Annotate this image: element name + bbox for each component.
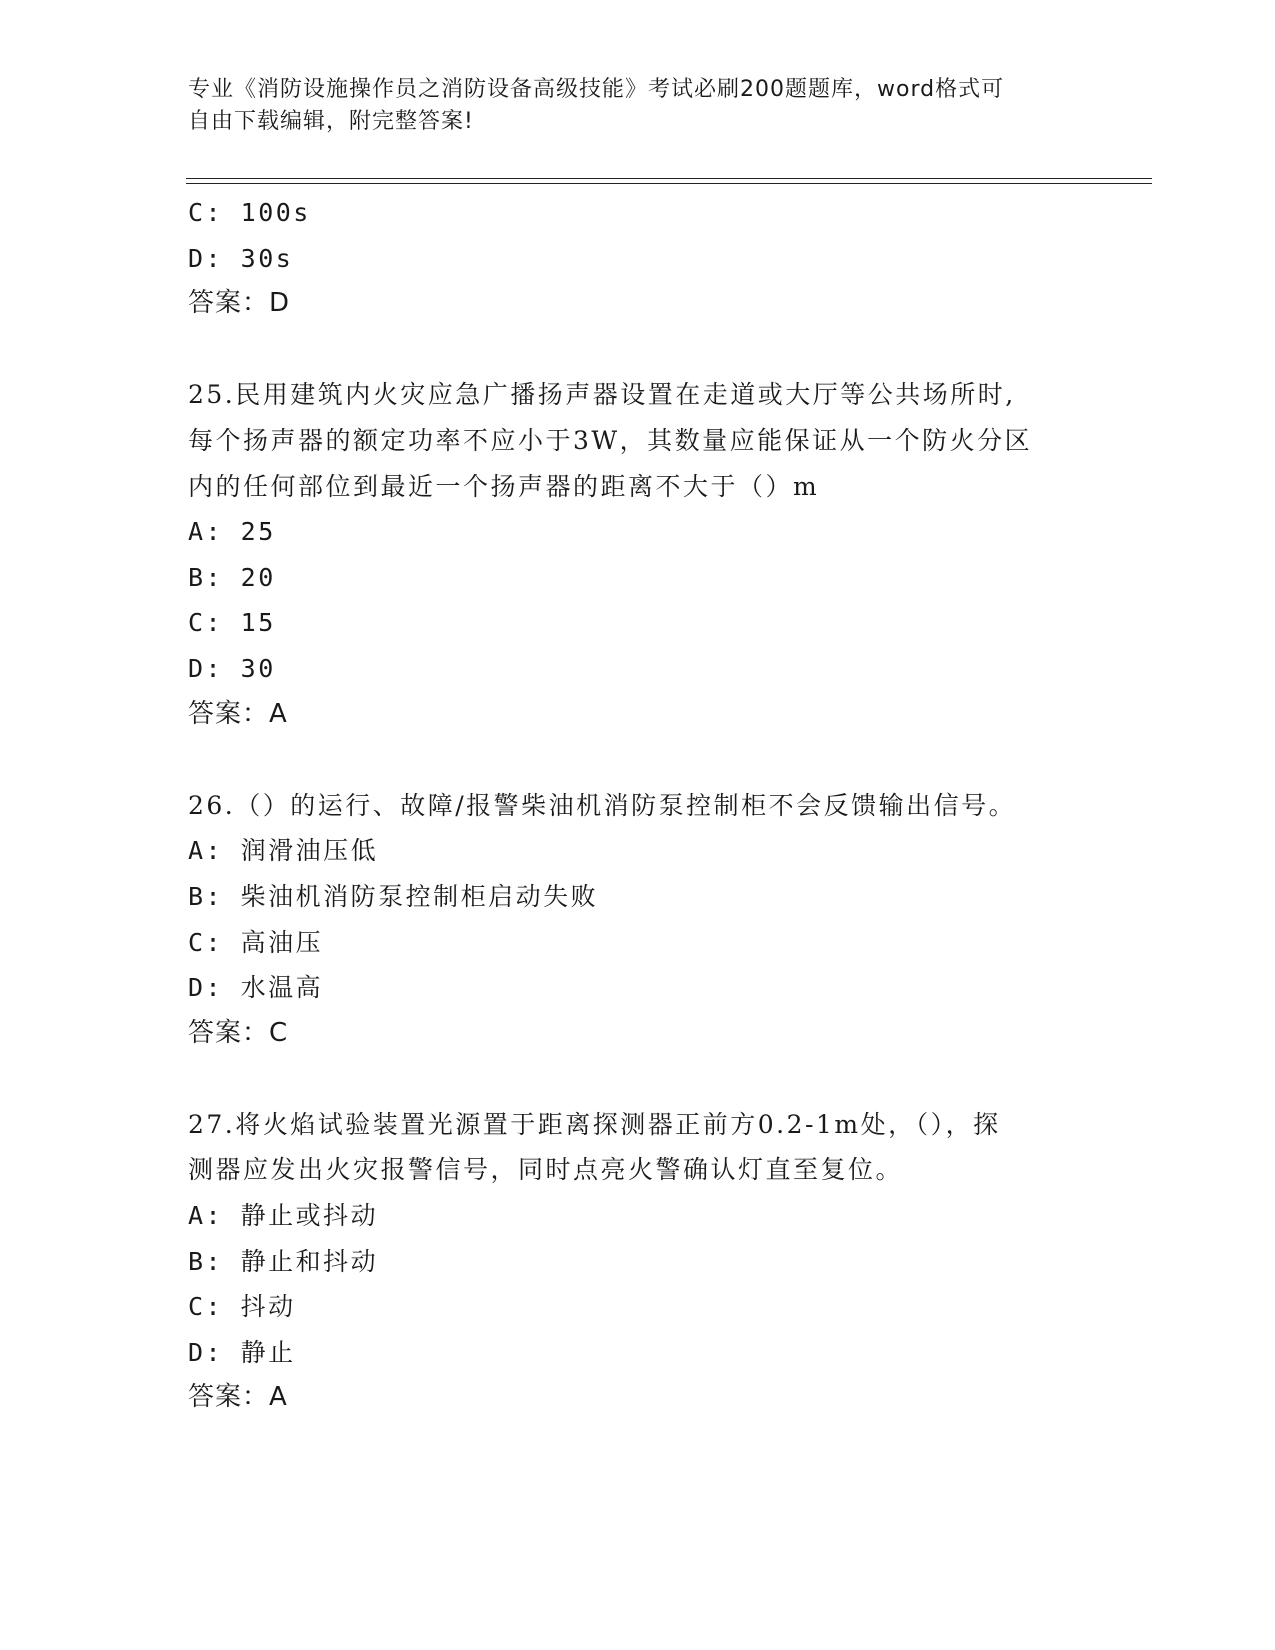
option-b: B: 20	[188, 562, 276, 592]
spacer	[188, 1056, 1088, 1102]
option-b: B: 静止和抖动	[188, 1246, 379, 1276]
option-d: D: 30	[188, 653, 276, 683]
question-stem-line: 每个扬声器的额定功率不应小于3W，其数量应能保证从一个防火分区	[188, 425, 1033, 455]
answer-label: 答案：D	[188, 288, 291, 319]
question-25	[188, 372, 1088, 737]
option-d: D: 静止	[188, 1337, 296, 1367]
option-d: D: 30s	[188, 243, 294, 273]
answer-label: 答案：A	[188, 698, 288, 729]
spacer	[188, 737, 1088, 783]
question-list	[188, 190, 1088, 1421]
spacer	[188, 327, 1088, 373]
question-stem-line: 26.（）的运行、故障/报警柴油机消防泵控制柜不会反馈输出信号。	[188, 790, 1017, 820]
option-a: A: 25	[188, 517, 276, 547]
question-stem-line: 25.民用建筑内火灾应急广播扬声器设置在走道或大厅等公共场所时,	[188, 380, 1016, 410]
continued-question	[188, 190, 1088, 327]
option-c: C: 100s	[188, 198, 311, 227]
option-c: C: 抖动	[188, 1292, 296, 1322]
answer-label: 答案：C	[188, 1017, 289, 1048]
header-divider-top	[186, 178, 1152, 179]
option-a: A: 静止或抖动	[188, 1201, 379, 1231]
document-header	[188, 74, 1068, 138]
option-b: B: 柴油机消防泵控制柜启动失败	[188, 881, 599, 911]
question-26	[188, 783, 1088, 1057]
option-a: A: 润滑油压低	[188, 836, 379, 866]
option-c: C: 高油压	[188, 927, 324, 957]
header-line-1: 专业《消防设施操作员之消防设备高级技能》考试必刷200题题库，word格式可	[188, 77, 1005, 102]
question-stem-line: 27.将火焰试验装置光源置于距离探测器正前方0.2-1m处，（），探	[188, 1109, 1001, 1139]
question-stem-line: 测器应发出火灾报警信号，同时点亮火警确认灯直至复位。	[188, 1155, 904, 1185]
header-line-2: 自由下载编辑，附完整答案!	[188, 109, 474, 134]
answer-label: 答案：A	[188, 1382, 288, 1413]
option-d: D: 水温高	[188, 973, 324, 1003]
option-c: C: 15	[188, 608, 276, 638]
header-divider-bottom	[186, 183, 1152, 184]
question-stem-line: 内的任何部位到最近一个扬声器的距离不大于（）m	[188, 471, 820, 501]
question-27	[188, 1102, 1088, 1421]
